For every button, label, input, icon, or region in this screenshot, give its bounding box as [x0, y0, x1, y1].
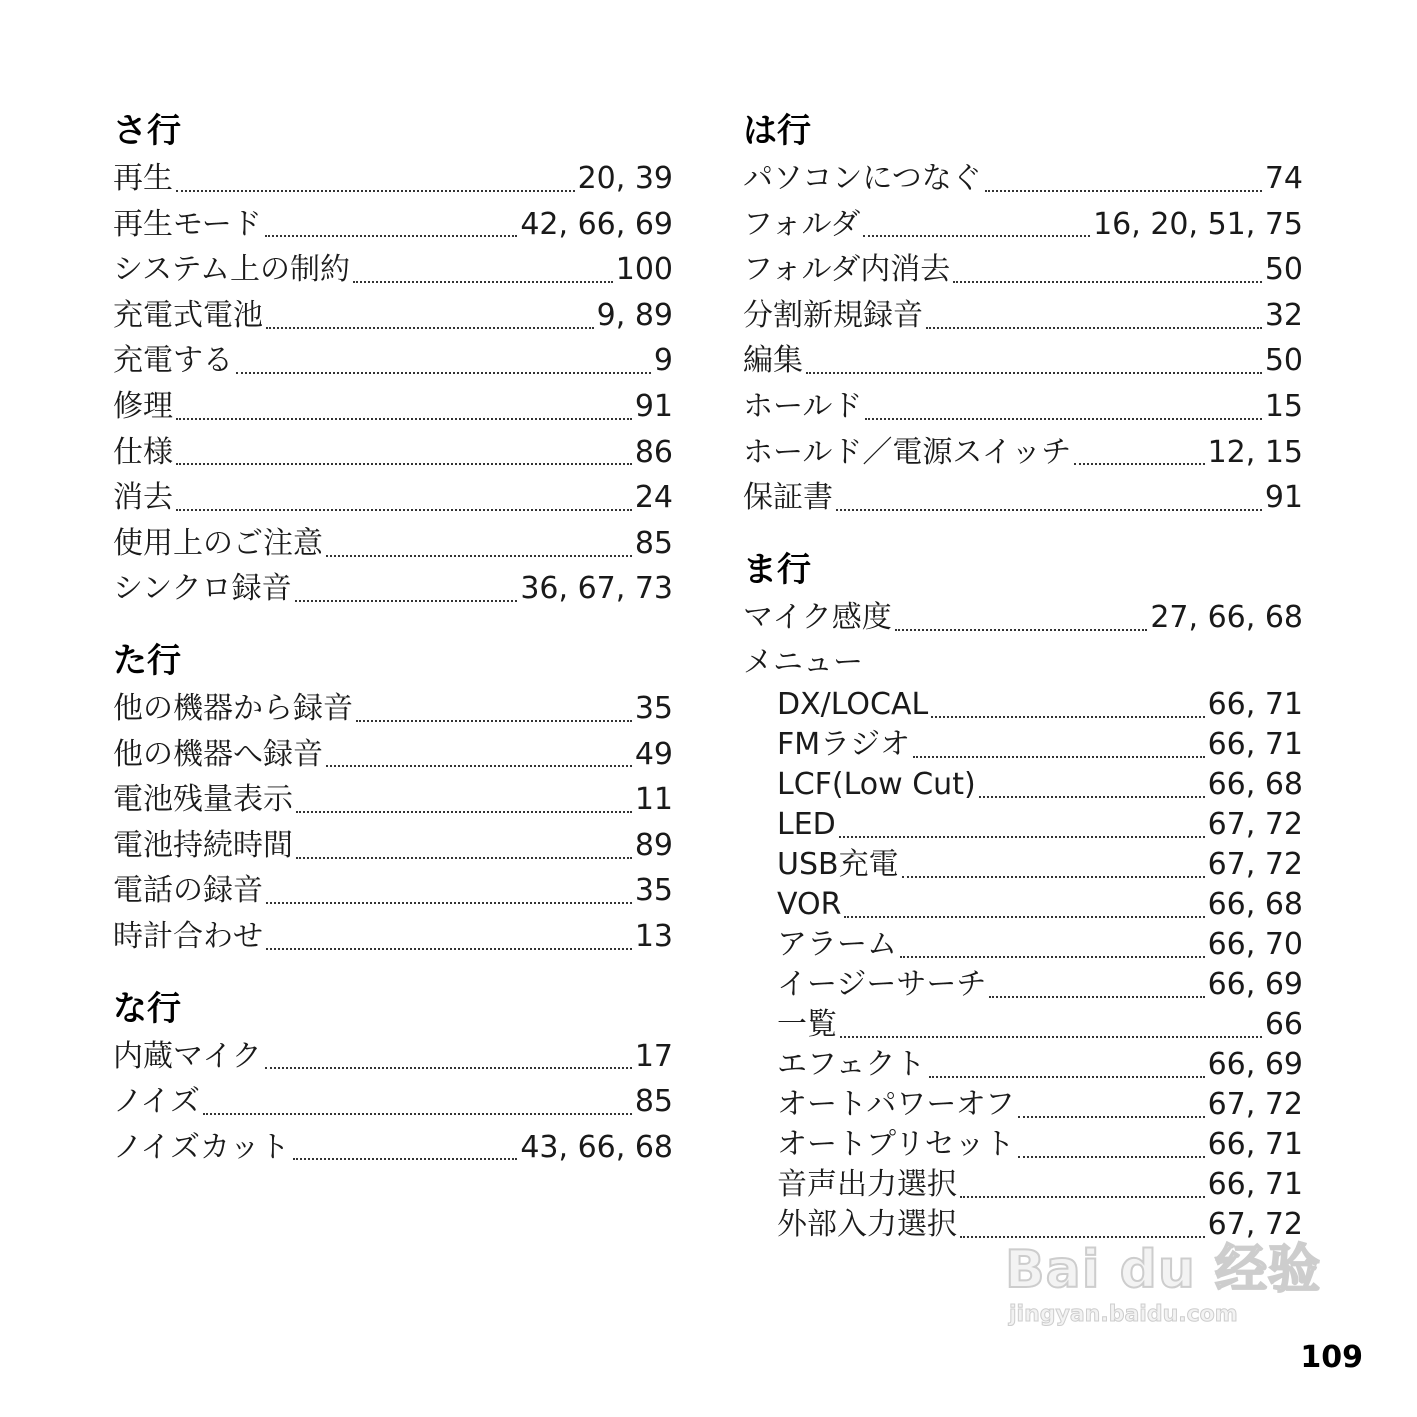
- index-page-refs: 9: [653, 343, 673, 379]
- dot-leader: [1074, 463, 1204, 465]
- index-entry: [743, 765, 1303, 805]
- section-heading: ま行: [743, 549, 811, 590]
- menu-parent-entry: メニュー: [743, 645, 863, 681]
- dot-leader: [895, 629, 1148, 631]
- index-entry: [113, 914, 673, 960]
- index-term: DX/LOCAL: [777, 687, 929, 723]
- index-page-refs: 9, 89: [596, 297, 673, 333]
- index-entry: [113, 293, 673, 339]
- section-ha: [743, 108, 1303, 521]
- dot-leader: [266, 902, 632, 904]
- index-term: 使用上のご注意: [113, 525, 323, 561]
- index-entry: [113, 868, 673, 914]
- dot-leader: [863, 235, 1090, 237]
- dot-leader: [293, 1158, 518, 1160]
- index-page-refs: 43, 66, 68: [520, 1129, 673, 1165]
- index-term: ノイズ: [113, 1084, 200, 1120]
- index-term: オートパワーオフ: [777, 1087, 1015, 1123]
- index-entry: [743, 156, 1303, 202]
- index-page-refs: 67, 72: [1207, 1207, 1303, 1243]
- index-page-refs: 42, 66, 69: [520, 206, 673, 242]
- index-term: 再生: [113, 161, 173, 196]
- index-term: イージーサーチ: [777, 967, 987, 1003]
- index-page-refs: 20, 39: [577, 161, 673, 196]
- index-page-refs: 50: [1264, 343, 1303, 379]
- dot-leader: [979, 796, 1205, 798]
- index-term: 仕様: [113, 434, 173, 470]
- index-entry: [113, 686, 673, 732]
- index-page-refs: 66, 71: [1207, 727, 1303, 763]
- section-sa: [113, 108, 673, 612]
- index-term: フォルダ内消去: [743, 252, 951, 288]
- dot-leader: [326, 765, 632, 767]
- index-page-refs: 66, 69: [1207, 1047, 1303, 1083]
- index-term: オートプリセット: [777, 1127, 1015, 1163]
- index-page-refs: 27, 66, 68: [1150, 599, 1303, 635]
- index-entry: [743, 1125, 1303, 1165]
- index-entry: [113, 521, 673, 567]
- dot-leader: [902, 876, 1205, 878]
- index-term: FMラジオ: [777, 727, 911, 763]
- watermark-url: jingyan.baidu.com: [1009, 1302, 1238, 1327]
- index-entry: [113, 430, 673, 476]
- index-page-refs: 86: [634, 434, 673, 470]
- index-entry: [743, 1045, 1303, 1085]
- dot-leader: [266, 948, 632, 950]
- index-entry: [113, 1034, 673, 1080]
- index-term: 電話の録音: [113, 873, 263, 909]
- index-entry: [743, 925, 1303, 965]
- dot-leader: [953, 281, 1262, 283]
- index-term: ホールド: [743, 388, 863, 424]
- index-entry: [743, 1005, 1303, 1045]
- dot-leader: [926, 327, 1262, 329]
- index-term: 音声出力選択: [777, 1167, 957, 1203]
- index-column-left: [113, 108, 673, 1196]
- index-entry: [743, 885, 1303, 925]
- index-entry: [743, 1085, 1303, 1125]
- index-term: 充電する: [113, 343, 233, 379]
- index-entry: [743, 725, 1303, 765]
- index-page-refs: 100: [615, 252, 673, 288]
- dot-leader: [960, 1236, 1205, 1238]
- entry-list: [113, 1034, 673, 1171]
- index-entry: [113, 202, 673, 248]
- index-page-refs: 66, 69: [1207, 967, 1303, 1003]
- dot-leader: [1018, 1156, 1205, 1158]
- index-page-refs: 66, 68: [1207, 767, 1303, 803]
- dot-leader: [176, 509, 632, 511]
- index-entry: [113, 777, 673, 823]
- section-ma: [743, 547, 1303, 1246]
- entry-list: [113, 686, 673, 960]
- dot-leader: [844, 916, 1204, 918]
- index-page-refs: 13: [634, 918, 673, 954]
- page-number: 109: [1300, 1340, 1363, 1375]
- index-page-refs: 66, 71: [1207, 1167, 1303, 1203]
- index-term: ノイズカット: [113, 1129, 290, 1165]
- entry-list: [113, 156, 673, 612]
- dot-leader: [1018, 1116, 1205, 1118]
- index-page-refs: 15: [1264, 388, 1303, 424]
- index-page-refs: 74: [1264, 161, 1303, 196]
- index-page-refs: 66: [1264, 1007, 1303, 1043]
- dot-leader: [839, 836, 1205, 838]
- index-term: 電池持続時間: [113, 827, 293, 863]
- dot-leader: [900, 956, 1205, 958]
- index-term: 一覧: [777, 1007, 837, 1043]
- index-page-refs: 67, 72: [1207, 1087, 1303, 1123]
- section-heading: な行: [113, 988, 181, 1029]
- index-page-refs: 66, 71: [1207, 687, 1303, 723]
- index-entry: [113, 384, 673, 430]
- index-term: マイク感度: [743, 599, 892, 635]
- index-term: シンクロ録音: [113, 571, 292, 607]
- dot-leader: [865, 418, 1261, 420]
- index-term: 保証書: [743, 480, 833, 516]
- index-term: LCF(Low Cut): [777, 767, 976, 803]
- index-term: LED: [777, 807, 836, 843]
- index-page-refs: 24: [634, 480, 673, 516]
- dot-leader: [836, 509, 1262, 511]
- index-term: 消去: [113, 480, 173, 516]
- index-term: VOR: [777, 887, 842, 923]
- index-page-refs: 91: [634, 388, 673, 424]
- index-term: 充電式電池: [113, 297, 263, 333]
- index-term: 修理: [113, 388, 173, 424]
- index-entry: [113, 475, 673, 521]
- index-page-refs: 35: [634, 873, 673, 909]
- index-entry: [113, 1079, 673, 1125]
- index-page-refs: 85: [634, 1084, 673, 1120]
- menu-sub-entry-list: [743, 685, 1303, 1245]
- index-term: 外部入力選択: [777, 1207, 957, 1243]
- entry-list: [743, 156, 1303, 521]
- index-entry: [743, 1165, 1303, 1205]
- index-term: システム上の制約: [113, 252, 350, 288]
- index-entry: [743, 845, 1303, 885]
- dot-leader: [296, 811, 632, 813]
- index-term: 電池残量表示: [113, 782, 293, 818]
- section-heading: た行: [113, 640, 181, 681]
- index-entry: [743, 965, 1303, 1005]
- index-page-refs: 35: [634, 690, 673, 726]
- index-entry: [113, 1125, 673, 1171]
- index-term: フォルダ: [743, 206, 861, 242]
- dot-leader: [295, 600, 518, 602]
- index-entry: [743, 475, 1303, 521]
- index-page-refs: 66, 70: [1207, 927, 1303, 963]
- index-page-refs: 11: [634, 782, 673, 818]
- index-entry: [743, 430, 1303, 476]
- index-page-refs: 32: [1264, 297, 1303, 333]
- dot-leader: [931, 716, 1204, 718]
- index-page-refs: 67, 72: [1207, 807, 1303, 843]
- dot-leader: [176, 463, 632, 465]
- index-term: USB充電: [777, 847, 899, 883]
- dot-leader: [296, 857, 632, 859]
- index-page-refs: 17: [634, 1038, 673, 1074]
- dot-leader: [353, 281, 613, 283]
- dot-leader: [929, 1076, 1205, 1078]
- dot-leader: [176, 418, 632, 420]
- section-ta: [113, 638, 673, 960]
- index-page-refs: 85: [634, 525, 673, 561]
- index-entry: [743, 685, 1303, 725]
- dot-leader: [989, 996, 1204, 998]
- index-entry: [743, 595, 1303, 641]
- index-term: 再生モード: [113, 206, 262, 242]
- index-page-refs: 66, 68: [1207, 887, 1303, 923]
- index-entry: [113, 247, 673, 293]
- dot-leader: [265, 235, 518, 237]
- index-entry: [113, 823, 673, 869]
- index-page-refs: 36, 67, 73: [520, 571, 673, 607]
- dot-leader: [236, 372, 651, 374]
- index-page-refs: 49: [634, 736, 673, 772]
- dot-leader: [203, 1113, 632, 1115]
- section-heading: は行: [743, 111, 811, 151]
- index-term: エフェクト: [777, 1047, 926, 1083]
- index-column-right: [743, 108, 1303, 1271]
- index-page-refs: 16, 20, 51, 75: [1093, 206, 1303, 242]
- section-na: [113, 986, 673, 1171]
- index-term: パソコンにつなぐ: [743, 161, 982, 196]
- index-page-refs: 50: [1264, 252, 1303, 288]
- index-entry: [113, 156, 673, 202]
- index-term: 時計合わせ: [113, 918, 263, 954]
- dot-leader: [326, 555, 632, 557]
- index-page-refs: 89: [634, 827, 673, 863]
- dot-leader: [266, 327, 594, 329]
- index-page-refs: 67, 72: [1207, 847, 1303, 883]
- index-term: ホールド／電源スイッチ: [743, 434, 1072, 470]
- index-entry: [743, 805, 1303, 845]
- index-entry: [743, 293, 1303, 339]
- section-heading: さ行: [113, 111, 181, 151]
- index-term: アラーム: [777, 927, 897, 963]
- dot-leader: [806, 372, 1262, 374]
- entry-list: [743, 595, 1303, 641]
- dot-leader: [840, 1036, 1262, 1038]
- index-entry: [113, 566, 673, 612]
- index-entry: [113, 338, 673, 384]
- index-term: 内蔵マイク: [113, 1038, 262, 1074]
- watermark-brand: Bai du 经验: [1005, 1240, 1321, 1300]
- dot-leader: [913, 756, 1204, 758]
- index-entry: [743, 247, 1303, 293]
- index-entry: [113, 732, 673, 778]
- baidu-watermark: [1005, 1240, 1335, 1340]
- dot-leader: [985, 190, 1262, 192]
- index-entry: [743, 338, 1303, 384]
- index-term: 編集: [743, 343, 803, 379]
- index-term: 他の機器へ録音: [113, 736, 323, 772]
- dot-leader: [356, 720, 632, 722]
- dot-leader: [176, 190, 575, 192]
- dot-leader: [960, 1196, 1205, 1198]
- index-term: 分割新規録音: [743, 297, 923, 333]
- index-entry: [743, 202, 1303, 248]
- index-page-refs: 66, 71: [1207, 1127, 1303, 1163]
- dot-leader: [265, 1067, 632, 1069]
- index-page-refs: 91: [1264, 480, 1303, 516]
- index-page-refs: 12, 15: [1207, 434, 1303, 470]
- index-entry: [743, 384, 1303, 430]
- index-term: 他の機器から録音: [113, 690, 353, 726]
